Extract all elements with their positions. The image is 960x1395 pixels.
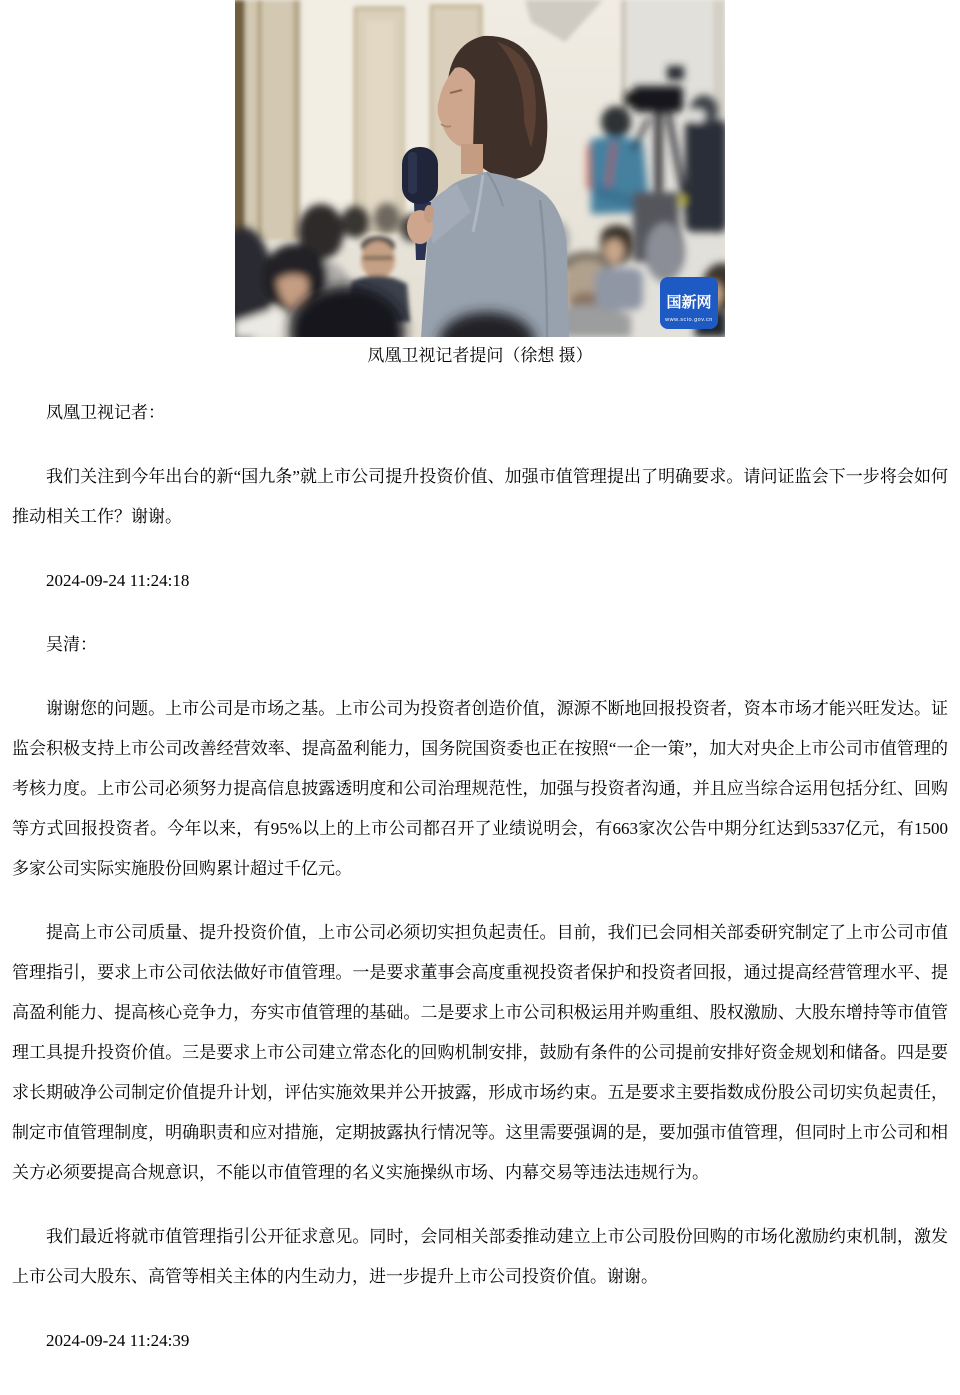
question-paragraph: 我们关注到今年出台的新“国九条”就上市公司提升投资价值、加强市值管理提出了明确要求。请问证监会下一步将会如何推动相关工作？谢谢。 [12, 467, 948, 526]
speaker-label-wuqing: 吴清： [46, 635, 97, 654]
answer-paragraph-3: 我们最近将就市值管理指引公开征求意见。同时，会同相关部委推动建立上市公司股份回购的市场化激励约束机制，激发上市公司大股东、高管等相关主体的内生动力，进一步提升上市公司投资价值。谢谢。 [12, 1227, 948, 1286]
scio-watermark-url: www.scio.gov.cn [665, 317, 713, 323]
photo-caption: 凤凰卫视记者提问（徐想 摄） [367, 346, 593, 365]
press-photo-illustration [235, 0, 725, 337]
timestamp-answer: 2024-09-24 11:24:39 [46, 1331, 190, 1350]
scio-watermark-badge [660, 277, 718, 329]
answer-paragraph-2: 提高上市公司质量、提升投资价值，上市公司必须切实担负起责任。目前，我们已会同相关部委研究制定了上市公司市值管理指引，要求上市公司依法做好市值管理。一是要求董事会高度重视投资者保护和投资者回报，通过提高经营管理水平、提高盈利能力、提高核心竞争力，夯实市值管理的基础。二是要求上市公司积极运用并购重组、股权激励、大股东增持等市值管理工具提升投资价值。三是要求上市公司建立常态化的回购机制安排，鼓励有条件的公司提前安排好资金规划和储备。四是要求长期破净公司制定价值提升计划，评估实施效果并公开披露，形成市场约束。五是要求主要指数成份股公司切实负起责任，制定市值管理制度，明确职责和应对措施，定期披露执行情况等。这里需要强调的是，要加强市值管理，但同时上市公司和相关方必须要提高合规意识，不能以市值管理的名义实施操纵市场、内幕交易等违法违规行为。 [12, 923, 948, 1182]
transcript [0, 393, 960, 1395]
scio-watermark-title: 国新网 [666, 294, 712, 311]
answer-paragraph-1: 谢谢您的问题。上市公司是市场之基。上市公司为投资者创造价值，源源不断地回报投资者，资本市场才能兴旺发达。证监会积极支持上市公司改善经营效率、提高盈利能力，国务院国资委也正在按照“一企一策”，加大对央企上市公司市值管理的考核力度。上市公司必须努力提高信息披露透明度和公司治理规范性，加强与投资者沟通，并且应当综合运用包括分红、回购等方式回报投资者。今年以来，有95%以上的上市公司都召开了业绩说明会，有663家次公告中期分红达到5337亿元，有1500多家公司实际实施股份回购累计超过千亿元。 [12, 699, 948, 878]
timestamp-question: 2024-09-24 11:24:18 [46, 571, 190, 590]
press-photo [235, 0, 725, 337]
speaker-label-reporter: 凤凰卫视记者： [46, 403, 165, 422]
